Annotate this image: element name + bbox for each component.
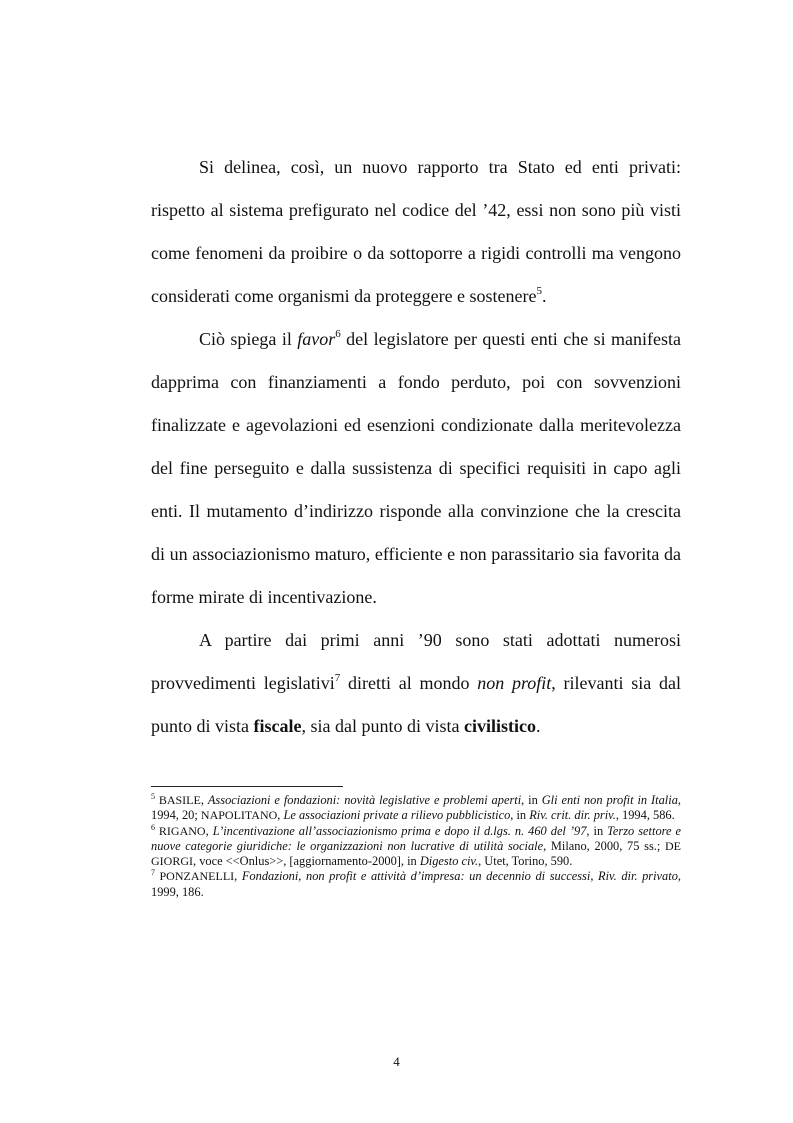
text-segment: non profit (477, 673, 552, 693)
text-segment: Terzo settore e nuove categorie giuridiche: le organizzazioni non lucrative di utilità sociale (151, 823, 681, 853)
text-segment: , Utet, Torino, 590. (478, 854, 573, 869)
text-segment: , (234, 869, 242, 884)
text-segment: DE GIORGI (151, 838, 681, 869)
text-segment: L’incentivazione all’associazionismo prima e dopo il d.lgs. n. 460 del ’97 (212, 823, 587, 838)
text-segment: , 1994, 20; (151, 793, 681, 823)
text-segment: BASILE (155, 793, 201, 807)
footnote-reference: 6 (151, 822, 155, 832)
text-segment: , in (521, 793, 542, 807)
text-segment: Associazioni e fondazioni: novità legislative e problemi aperti (207, 793, 522, 807)
footnote-separator (151, 786, 343, 787)
text-segment: Gli enti non profit in Italia (541, 793, 678, 807)
text-segment: . (535, 716, 541, 736)
footnotes (151, 793, 681, 900)
footnote (151, 793, 681, 824)
text-segment: Digesto civ. (419, 854, 479, 869)
body-text (151, 146, 681, 748)
text-segment: , sia dal punto di vista (301, 716, 464, 736)
text-segment: diretti al mondo (340, 673, 478, 693)
text-segment: , (277, 808, 284, 823)
text-segment: A partire dai primi anni ’90 sono stati adottati numerosi provvedimenti legislativi (151, 630, 681, 693)
text-segment: Fondazioni, non profit e attività d’impresa: un decennio di successi (241, 869, 591, 884)
text-segment: , in (510, 808, 530, 823)
text-segment: Si delinea, così, un nuovo rapporto tra Stato ed enti privati: rispetto al sistema prefigurato nel codice del ’42, essi non sono più visti come fenomeni da proibire o da sottoporre a rigidi controlli ma vengono considerati come organismi da proteggere e sostenere (151, 157, 681, 306)
text-segment: , Milano, 2000, 75 ss.; (543, 838, 665, 853)
text-segment: , (200, 793, 208, 807)
text-segment: , rilevanti sia dal punto di vista (151, 673, 682, 736)
footnote-reference: 7 (334, 672, 341, 684)
paragraph (151, 146, 681, 318)
footnote (151, 869, 681, 900)
text-segment: Ciò spiega il (199, 329, 298, 349)
footnote-reference: 5 (536, 285, 543, 297)
footnote-reference: 5 (151, 792, 155, 801)
text-segment: , 1999, 186. (151, 869, 681, 899)
text-segment: , voce <<Onlus>>, [aggiornamento-2000], in (193, 854, 420, 869)
text-segment: Riv. crit. dir. priv. (529, 808, 616, 823)
text-segment: NAPOLITANO (200, 808, 278, 823)
paragraph (151, 619, 681, 748)
text-segment: , in (586, 823, 608, 838)
text-segment: fiscale (253, 716, 302, 736)
text-segment: , 1994, 586. (615, 808, 675, 823)
page-number: 4 (393, 1054, 400, 1069)
text-segment: , (590, 869, 599, 884)
text-segment: RIGANO (155, 823, 206, 838)
footnote (151, 824, 681, 870)
text-segment: favor (297, 329, 336, 349)
footnote-reference: 6 (335, 328, 341, 340)
text-segment: PONZANELLI (155, 869, 235, 884)
text-segment: civilistico (463, 716, 536, 736)
text-segment: . (542, 286, 547, 306)
text-segment: Riv. dir. privato (598, 869, 678, 884)
text-segment: del legislatore per questi enti che si manifesta dapprima con finanziamenti a fondo perduto, poi con sovvenzioni finalizzate e agevolazioni ed esenzioni condizionate dalla meritevolezza del fine perseguito e dalla sussistenza di specifici requisiti in capo agli enti. Il mutamento d’indirizzo risponde alla convinzione che la crescita di un associazionismo maturo, efficiente e non parassitario sia favorita da forme mirate di incentivazione. (151, 329, 682, 607)
text-segment: Le associazioni private a rilievo pubblicistico (283, 808, 511, 823)
paragraph (151, 318, 681, 619)
footnote-reference: 7 (151, 868, 155, 878)
text-segment: , (205, 823, 213, 838)
